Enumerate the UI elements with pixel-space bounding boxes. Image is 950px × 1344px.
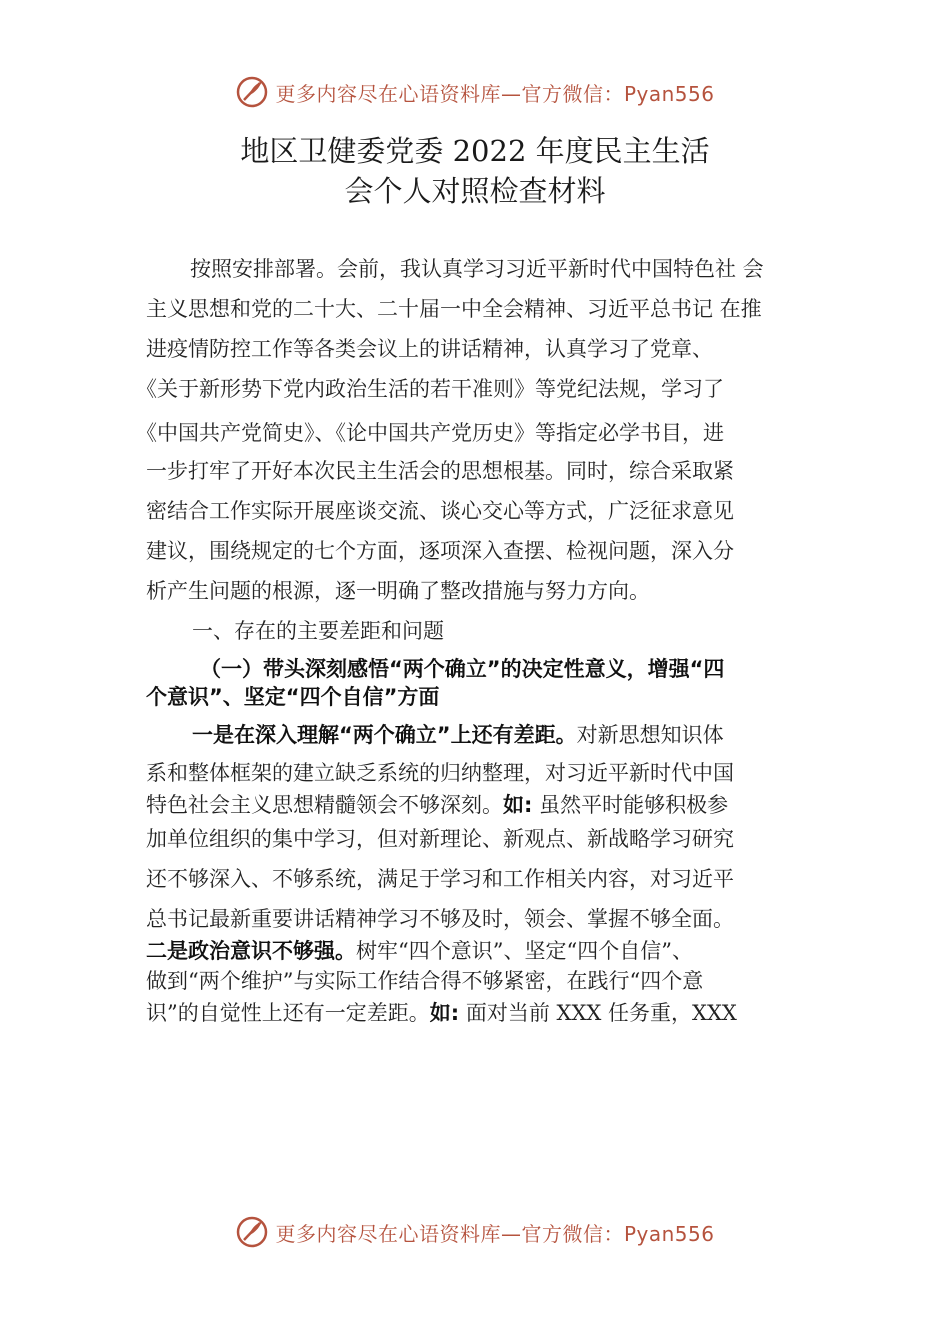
intro-line: 密结合工作实际开展座谈交流、谈心交心等方式，广泛征求意见 [146, 499, 734, 523]
subsection-heading-line-1: （一）带头深刻感悟“两个确立”的决定性意义，增强“四 [200, 657, 725, 681]
point2-text: 树牢“四个意识”、坚定“四个自信”、 [356, 939, 693, 963]
quill-logo-icon [235, 75, 269, 109]
point1-line: 总书记最新重要讲话精神学习不够及时，领会、掌握不够全面。 [146, 907, 734, 931]
point2-text: 面对当前 XXX 任务重，XXX [459, 1001, 737, 1025]
intro-line: 进疫情防控工作等各类会议上的讲话精神，认真学习了党章、 [146, 337, 713, 361]
point1-text: 对新思想知识体 [576, 723, 724, 747]
watermark-text: 更多内容尽在心语资料库—官方微信：Pyan556 [275, 81, 715, 106]
subsection-heading-line-2: 个意识”、坚定“四个自信”方面 [146, 685, 440, 709]
example-label: 如: [503, 793, 533, 817]
watermark-banner-bottom [0, 1212, 950, 1252]
watermark-banner-top [0, 72, 950, 112]
intro-line: 一步打牢了开好本次民主生活会的思想根基。同时，综合采取紧 [146, 459, 734, 483]
point1-lead: 一是在深入理解“两个确立”上还有差距。 [192, 723, 577, 747]
point1-line-3 [146, 790, 728, 820]
point1-text: 特色社会主义思想精髓领会不够深刻。 [146, 793, 503, 817]
point1-line: 还不够深入、不够系统，满足于学习和工作相关内容，对习近平 [146, 867, 734, 891]
watermark-text: 更多内容尽在心语资料库—官方微信：Pyan556 [275, 1221, 715, 1246]
point2-lead: 二是政治意识不够强。 [146, 939, 356, 963]
point1-line-1 [192, 720, 724, 750]
intro-line: 按照安排部署。会前，我认真学习习近平新时代中国特色社 会 [190, 257, 764, 281]
point1-line: 系和整体框架的建立缺乏系统的归纳整理，对习近平新时代中国 [146, 761, 734, 785]
point2-line-1 [146, 936, 693, 966]
intro-line: 《关于新形势下党内政治生活的若干准则》等党纪法规，学习了 [136, 377, 724, 401]
intro-line: 《中国共产党简史》、《论中国共产党历史》等指定必学书目，进 [136, 421, 724, 445]
point2-line-3 [146, 998, 737, 1028]
intro-line: 建议，围绕规定的七个方面，逐项深入查摆、检视问题，深入分 [146, 539, 734, 563]
document-title-line-2: 会个人对照检查材料 [344, 174, 606, 208]
quill-logo-icon [235, 1215, 269, 1249]
point1-line: 加单位组织的集中学习，但对新理论、新观点、新战略学习研究 [146, 827, 734, 851]
intro-line: 主义思想和党的二十大、二十届一中全会精神、习近平总书记 在推 [146, 297, 762, 321]
example-label: 如: [429, 1001, 460, 1025]
point2-text: 识”的自觉性上还有一定差距。 [146, 1001, 430, 1025]
document-title-line-1: 地区卫健委党委 2022 年度民主生活 [240, 134, 710, 168]
intro-line: 析产生问题的根源，逐一明确了整改措施与努力方向。 [146, 579, 650, 603]
point2-line: 做到“两个维护”与实际工作结合得不够紧密，在践行“四个意 [146, 969, 704, 993]
point1-text: 虽然平时能够积极参 [532, 793, 729, 817]
section-heading: 一、存在的主要差距和问题 [192, 619, 444, 643]
